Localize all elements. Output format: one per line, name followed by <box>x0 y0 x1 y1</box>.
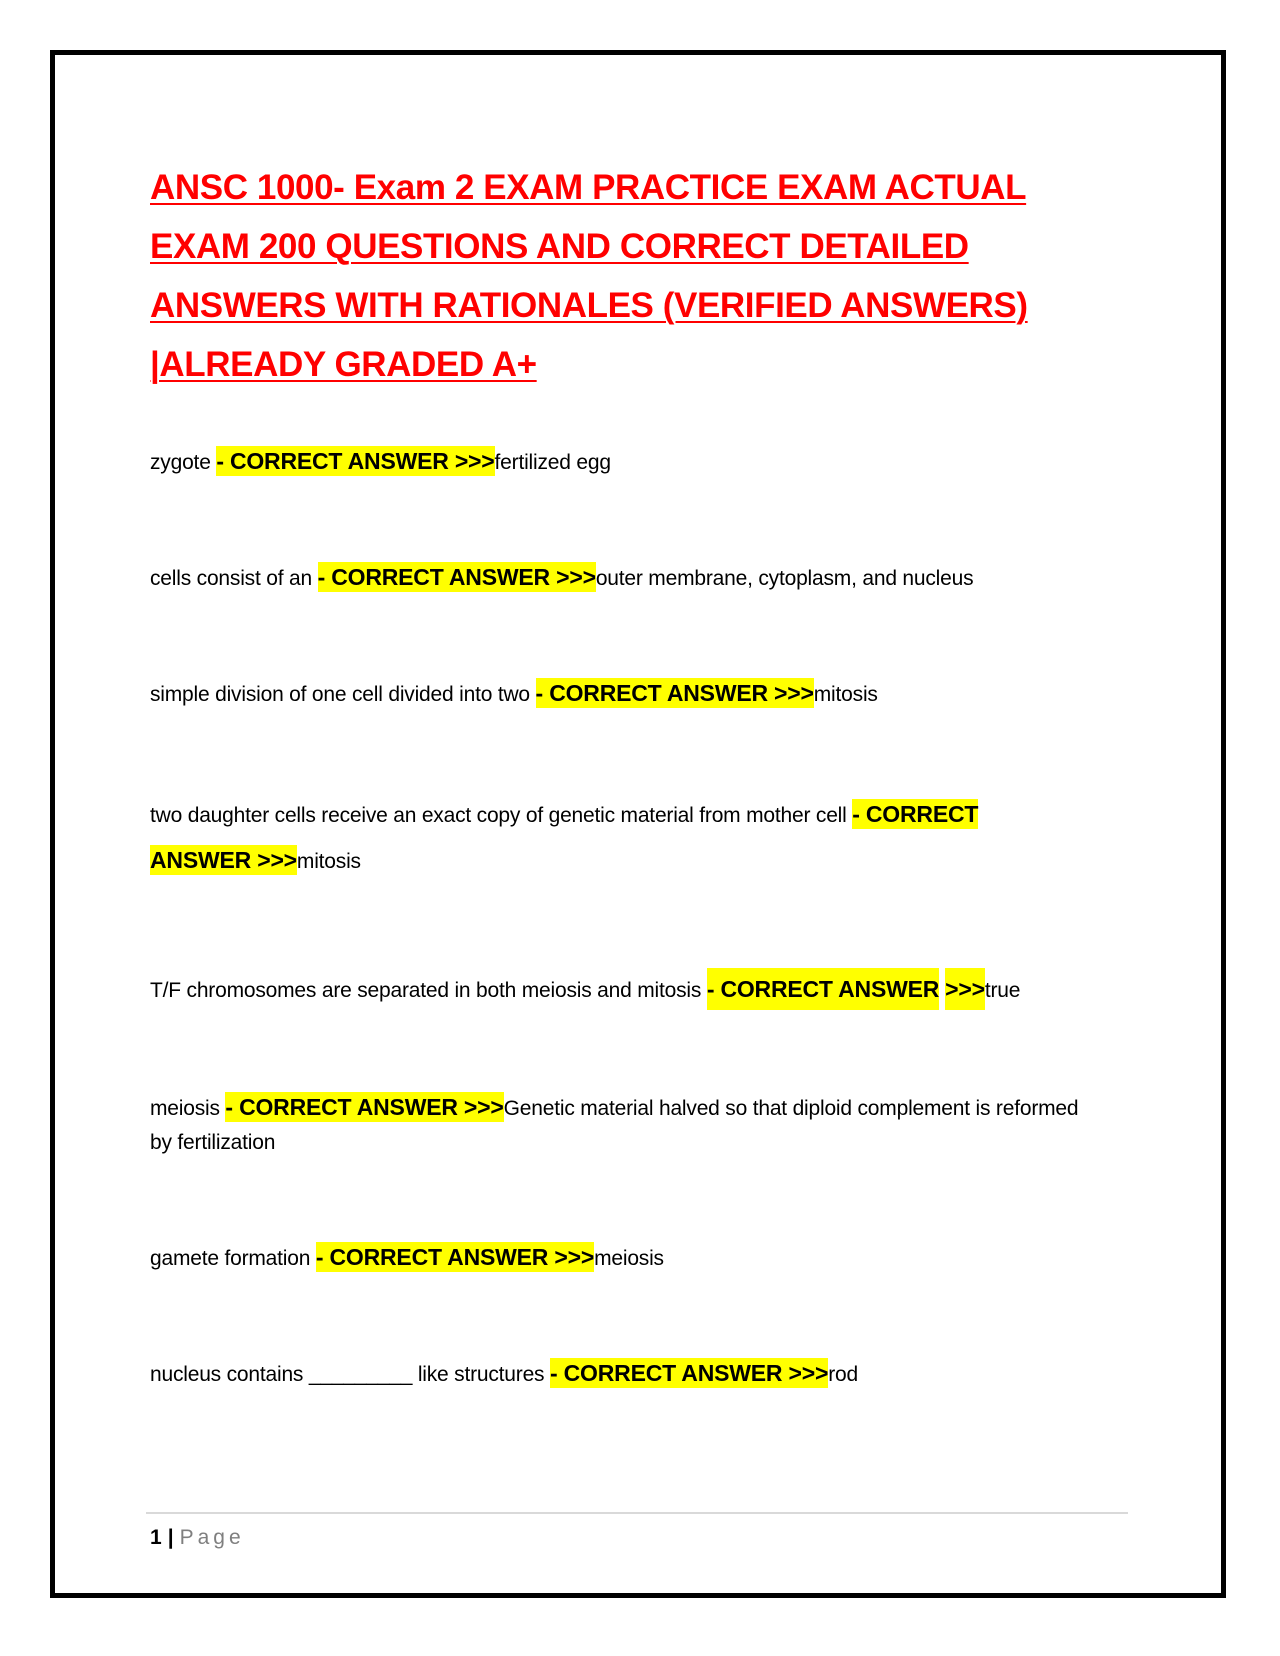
document-title <box>150 158 1070 394</box>
answer-text: mitosis <box>813 683 878 706</box>
footer-separator: | <box>167 1526 174 1549</box>
answer-text: outer membrane, cytoplasm, and nucleus <box>595 567 974 590</box>
answer-text: fertilized egg <box>494 451 611 474</box>
qa-item-daughter-cells <box>150 792 1070 884</box>
correct-answer-marker: - CORRECT ANSWER >>> <box>535 680 814 706</box>
question-text: two daughter cells receive an exact copy of genetic material from mother cell <box>150 804 853 827</box>
page-label: Page <box>179 1526 245 1549</box>
question-text: zygote <box>150 451 217 474</box>
correct-answer-marker: - CORRECT ANSWER <box>707 968 939 1010</box>
correct-answer-marker: - CORRECT ANSWER >>> <box>317 564 596 590</box>
question-text: nucleus contains _________ like structures <box>150 1363 550 1386</box>
qa-item-meiosis <box>150 1090 1090 1160</box>
question-text: T/F chromosomes are separated in both meiosis and mitosis <box>150 979 707 1002</box>
qa-item-true-false <box>150 972 1110 1008</box>
title-line-4: |ALREADY GRADED A+ <box>150 345 537 384</box>
answer-text: true <box>984 979 1021 1002</box>
question-text: gamete formation <box>150 1247 316 1270</box>
answer-text: mitosis <box>296 850 361 873</box>
question-text: cells consist of an <box>150 567 318 590</box>
title-line-1: ANSC 1000- Exam 2 EXAM PRACTICE EXAM ACTUAL <box>150 168 1027 207</box>
page-number: 1 <box>150 1526 162 1549</box>
title-line-3: ANSWERS WITH RATIONALES (VERIFIED ANSWERS) <box>150 286 1028 325</box>
qa-item-nucleus <box>150 1356 1110 1392</box>
answer-text: rod <box>828 1363 858 1386</box>
question-text: meiosis <box>150 1097 226 1120</box>
correct-answer-marker: - CORRECT ANSWER >>> <box>315 1244 595 1270</box>
question-text: simple division of one cell divided into two <box>150 683 536 706</box>
answer-text: meiosis <box>594 1247 664 1270</box>
qa-item-gamete-formation <box>150 1240 1110 1276</box>
correct-answer-arrows: >>> <box>945 968 985 1010</box>
page-footer <box>150 1524 245 1552</box>
qa-item-simple-division <box>150 676 1110 712</box>
correct-answer-marker: - CORRECT ANSWER >>> <box>550 1360 829 1386</box>
correct-answer-marker: - CORRECT ANSWER >>> <box>225 1094 504 1120</box>
answer-text: Genetic material halved so that diploid complement is reformed by fertilization <box>150 1097 1079 1154</box>
title-line-2: EXAM 200 QUESTIONS AND CORRECT DETAILED <box>150 227 969 266</box>
qa-item-zygote <box>150 444 1110 480</box>
correct-answer-marker: - CORRECT ANSWER >>> <box>150 801 979 873</box>
footer-divider <box>146 1512 1128 1514</box>
correct-answer-marker: - CORRECT ANSWER >>> <box>216 448 495 474</box>
qa-item-cells <box>150 560 1110 596</box>
